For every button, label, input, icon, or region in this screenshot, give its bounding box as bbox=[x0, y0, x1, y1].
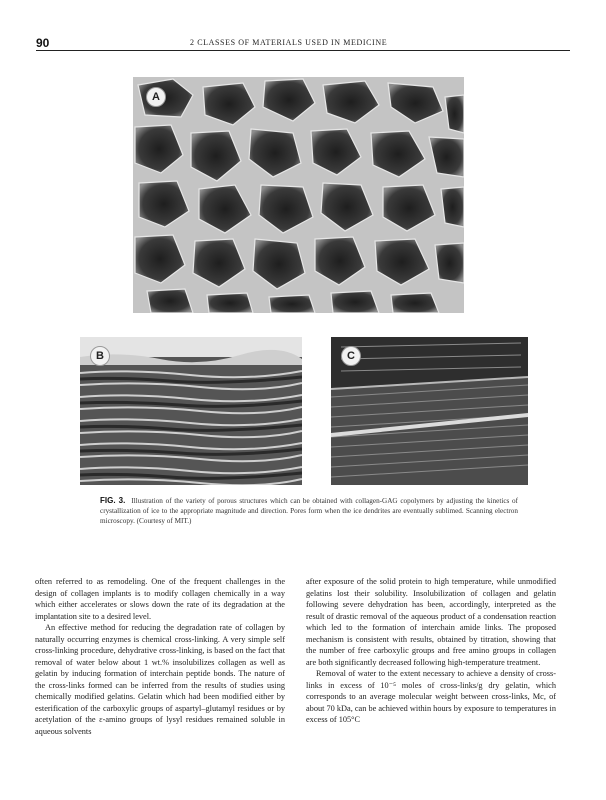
figure-caption-label: FIG. 3. bbox=[100, 496, 126, 505]
sem-micrograph-a bbox=[133, 77, 464, 313]
header-rule bbox=[36, 50, 570, 51]
figure-caption bbox=[100, 496, 518, 526]
sem-micrograph-c bbox=[331, 337, 528, 485]
sem-micrograph-b bbox=[80, 337, 302, 485]
panel-label-b: B bbox=[90, 346, 110, 366]
paragraph: An effective method for reducing the degradation rate of collagen by naturally occurring enzymes is chemical cross-linking. A very simple self cross-linking procedure, dehydrative cross-linking, is based on the fact that removal of water below about 1 wt.% insolubilizes collagen as well as gelatin by inducing formation of interchain peptide bonds. The nature of the cross-links formed can be inferred from the results of studies using chemically modified gelatins. Gelatin which had been modified either by esterification of the carboxylic groups of aspartyl–glutamyl residues or by acetylation of the ε-amino groups of lysyl residues remained soluble in aqueous solvents bbox=[35, 623, 285, 736]
panel-label-c: C bbox=[341, 346, 361, 366]
paragraph: often referred to as remodeling. One of the frequent challenges in the design of collagen implants is to modify collagen chemically in a way which either accelerates or slows down the rate of its degradation at the implantation site to a desired level. bbox=[35, 577, 285, 621]
body-column-right bbox=[306, 576, 556, 726]
panel-label-a: A bbox=[146, 87, 166, 107]
page-number: 90 bbox=[36, 36, 50, 50]
paragraph: Removal of water to the extent necessary to achieve a density of cross-links in excess of 10⁻⁵ moles of cross-links/g dry gelatin, which corresponds to an average molecular weight between cross-links, Mc, of about 70 kDa, can be achieved within hours by exposure to temperatures in excess of 105°C bbox=[306, 669, 556, 724]
body-column-left bbox=[35, 576, 285, 737]
running-head: 2 CLASSES OF MATERIALS USED IN MEDICINE bbox=[190, 38, 388, 47]
figure-caption-text: Illustration of the variety of porous structures which can be obtained with collagen-GAG copolymers by adjusting the kinetics of crystallization of ice to the appropriate magnitude and direction. Pores form when the ice dendrites are eventually sublimed. Scanning electron microscopy. (Courtesy of MIT.) bbox=[100, 497, 519, 525]
paragraph: after exposure of the solid protein to high temperature, while unmodified gelatins lost their solubility. Insolubilization of collagen and gelatin following severe dehydration has been, accordingly, interpreted as the result of drastic removal of the aqueous product of a condensation reaction which led to the formation of interchain amide links. The proposed mechanism is consistent with results, obtained by titration, showing that the number of free carboxylic groups and free amino groups in collagen are both significantly decreased following high-temperature treatment. bbox=[306, 577, 556, 667]
